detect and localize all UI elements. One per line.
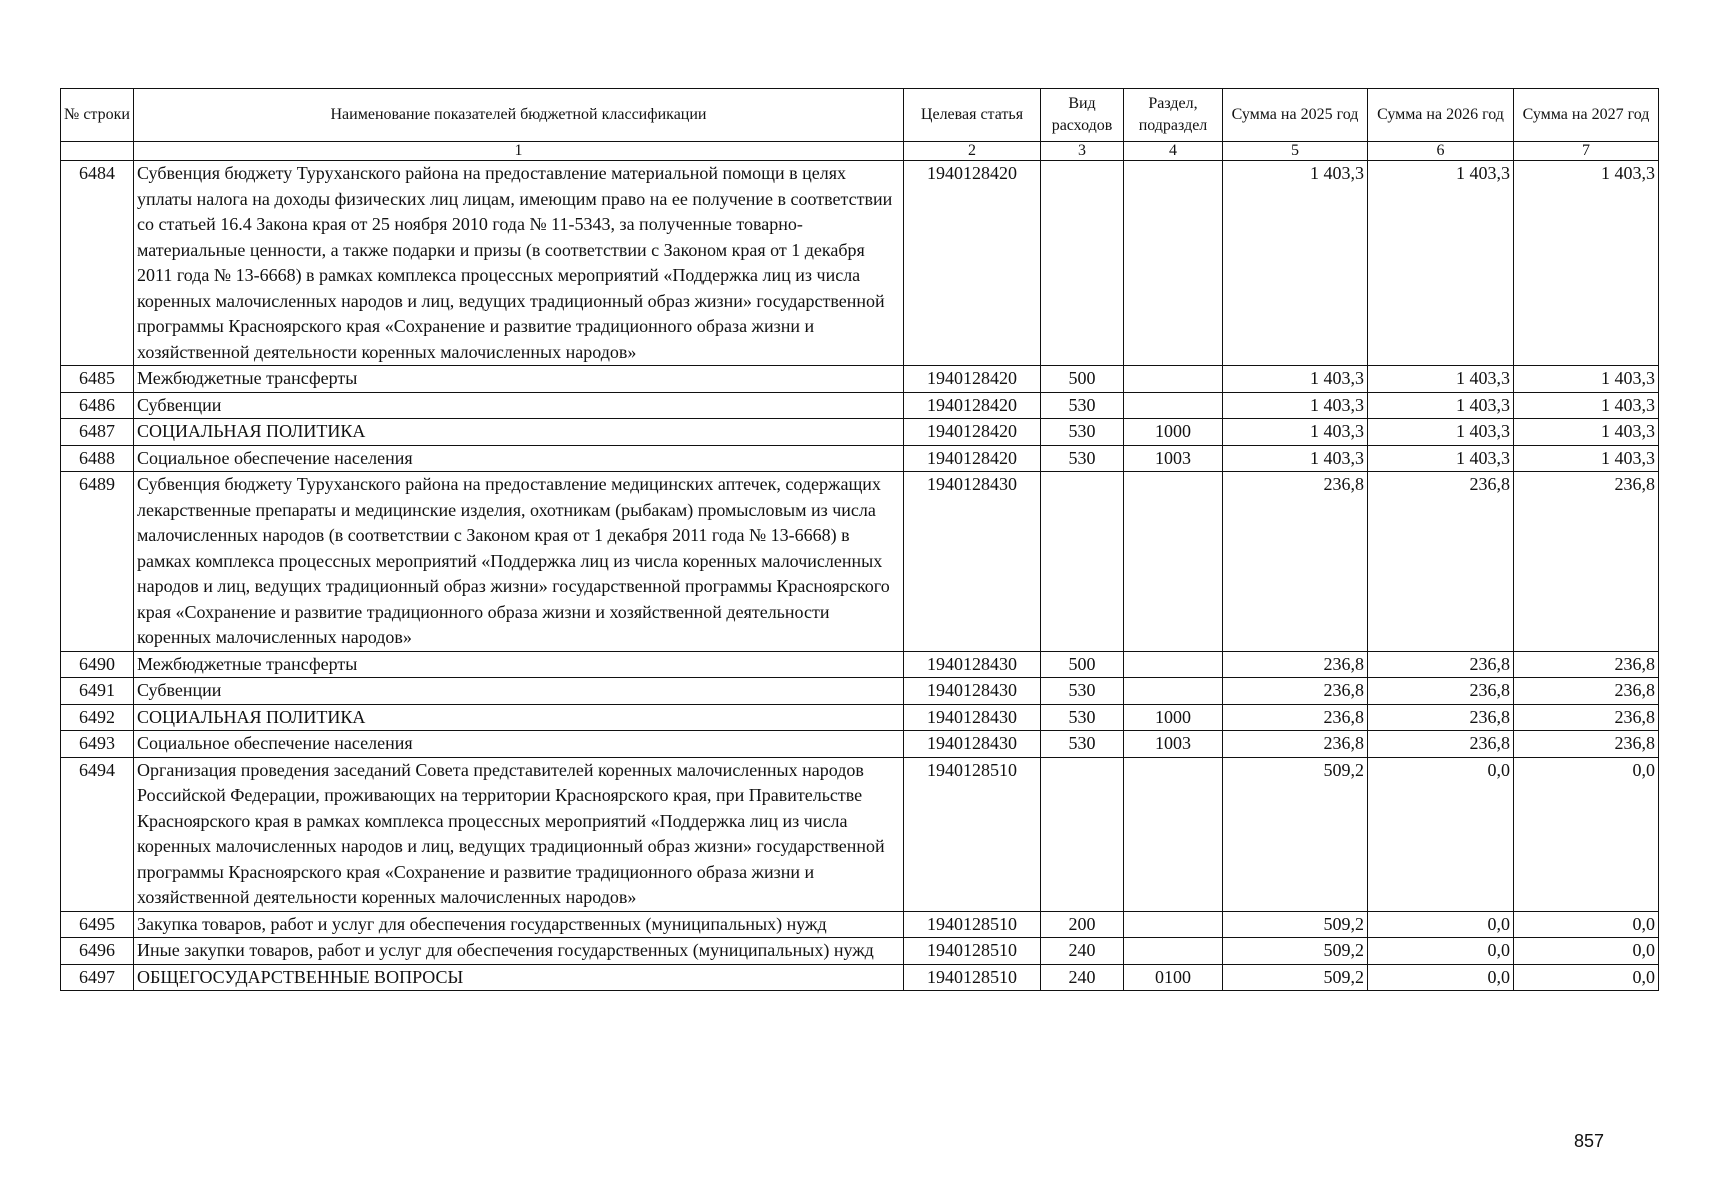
row-sum-2025: 509,2 [1223,757,1368,911]
table-row [61,445,1659,472]
row-name: СОЦИАЛЬНАЯ ПОЛИТИКА [134,419,904,446]
row-article: 1940128430 [904,472,1041,652]
row-sum-2025: 236,8 [1223,731,1368,758]
row-sum-2027: 0,0 [1514,964,1659,991]
row-sum-2026: 236,8 [1368,472,1514,652]
column-number: 2 [904,142,1041,161]
header-name: Наименование показателей бюджетной классификации [134,89,904,142]
header-vid: Вид расходов [1041,89,1124,142]
row-sum-2025: 1 403,3 [1223,366,1368,393]
row-article: 1940128510 [904,964,1041,991]
row-sum-2025: 1 403,3 [1223,419,1368,446]
row-sum-2026: 236,8 [1368,731,1514,758]
table-row [61,392,1659,419]
row-razdel: 1000 [1124,704,1223,731]
column-number-blank [61,142,134,161]
row-name: Закупка товаров, работ и услуг для обеспечения государственных (муниципальных) нужд [134,911,904,938]
row-number: 6496 [61,938,134,965]
row-vid [1041,161,1124,366]
row-article: 1940128420 [904,392,1041,419]
row-vid: 200 [1041,911,1124,938]
row-sum-2025: 236,8 [1223,651,1368,678]
row-article: 1940128430 [904,731,1041,758]
header-article: Целевая статья [904,89,1041,142]
row-article: 1940128420 [904,445,1041,472]
row-sum-2027: 236,8 [1514,731,1659,758]
row-sum-2025: 509,2 [1223,911,1368,938]
row-sum-2027: 1 403,3 [1514,161,1659,366]
row-article: 1940128430 [904,704,1041,731]
row-razdel [1124,472,1223,652]
table-row [61,731,1659,758]
table-row [61,938,1659,965]
row-sum-2027: 1 403,3 [1514,366,1659,393]
row-razdel [1124,757,1223,911]
row-number: 6495 [61,911,134,938]
row-sum-2025: 236,8 [1223,704,1368,731]
row-sum-2027: 0,0 [1514,757,1659,911]
row-razdel: 0100 [1124,964,1223,991]
row-razdel: 1003 [1124,445,1223,472]
row-razdel [1124,161,1223,366]
row-name: ОБЩЕГОСУДАРСТВЕННЫЕ ВОПРОСЫ [134,964,904,991]
row-sum-2027: 236,8 [1514,704,1659,731]
header-row [61,89,1659,142]
row-sum-2026: 0,0 [1368,757,1514,911]
row-sum-2027: 1 403,3 [1514,392,1659,419]
row-name: Субвенции [134,678,904,705]
row-vid: 240 [1041,964,1124,991]
row-name: Организация проведения заседаний Совета представителей коренных малочисленных народов Российской Федерации, проживающих на территории Красноярского края, при Правительстве Красноярского края в рамках комплекса процессных мероприятий «Поддержка лиц из числа коренных малочисленных народов и лиц, ведущих традиционный образ жизни» государственной программы Красноярского края «Сохранение и развитие традиционного образа жизни и хозяйственной деятельности коренных малочисленных народов» [134,757,904,911]
column-number-row [61,142,1659,161]
row-sum-2026: 1 403,3 [1368,366,1514,393]
header-sum-2025: Сумма на 2025 год [1223,89,1368,142]
row-number: 6490 [61,651,134,678]
row-sum-2026: 1 403,3 [1368,419,1514,446]
header-num: № строки [61,89,134,142]
row-name: Иные закупки товаров, работ и услуг для обеспечения государственных (муниципальных) нужд [134,938,904,965]
row-sum-2026: 1 403,3 [1368,392,1514,419]
row-number: 6485 [61,366,134,393]
row-vid [1041,757,1124,911]
row-number: 6486 [61,392,134,419]
row-article: 1940128430 [904,678,1041,705]
row-sum-2026: 1 403,3 [1368,445,1514,472]
row-razdel [1124,651,1223,678]
row-sum-2026: 236,8 [1368,651,1514,678]
row-vid [1041,472,1124,652]
row-number: 6484 [61,161,134,366]
row-sum-2026: 1 403,3 [1368,161,1514,366]
row-sum-2027: 1 403,3 [1514,419,1659,446]
row-article: 1940128510 [904,911,1041,938]
row-sum-2027: 236,8 [1514,678,1659,705]
row-sum-2026: 0,0 [1368,964,1514,991]
column-number: 3 [1041,142,1124,161]
row-sum-2027: 0,0 [1514,911,1659,938]
row-sum-2027: 236,8 [1514,651,1659,678]
row-sum-2026: 0,0 [1368,938,1514,965]
header-sum-2027: Сумма на 2027 год [1514,89,1659,142]
table-row [61,366,1659,393]
page-number: 857 [1574,1131,1605,1151]
row-vid: 240 [1041,938,1124,965]
row-name: Субвенции [134,392,904,419]
row-vid: 530 [1041,419,1124,446]
row-vid: 530 [1041,704,1124,731]
row-number: 6492 [61,704,134,731]
table-row [61,757,1659,911]
row-razdel [1124,911,1223,938]
row-razdel [1124,678,1223,705]
header-razdel: Раздел, подраздел [1124,89,1223,142]
column-number: 5 [1223,142,1368,161]
row-sum-2025: 509,2 [1223,938,1368,965]
row-article: 1940128420 [904,366,1041,393]
table-row [61,651,1659,678]
table-row [61,161,1659,366]
row-number: 6493 [61,731,134,758]
row-article: 1940128430 [904,651,1041,678]
row-number: 6489 [61,472,134,652]
row-vid: 530 [1041,678,1124,705]
table-row [61,419,1659,446]
row-sum-2025: 509,2 [1223,964,1368,991]
row-name: Социальное обеспечение населения [134,731,904,758]
table-row [61,472,1659,652]
header-sum-2026: Сумма на 2026 год [1368,89,1514,142]
row-sum-2025: 236,8 [1223,472,1368,652]
row-name: Субвенция бюджету Туруханского района на предоставление медицинских аптечек, содержащих лекарственные препараты и медицинские изделия, охотникам (рыбакам) промысловым из числа малочисленных народов (в соответствии с Законом края от 1 декабря 2011 года № 13-6668) в рамках комплекса процессных мероприятий «Поддержка лиц из числа коренных малочисленных народов и лиц, ведущих традиционный образ жизни» государственной программы Красноярского края «Сохранение и развитие традиционного образа жизни и хозяйственной деятельности коренных малочисленных народов» [134,472,904,652]
table-row [61,678,1659,705]
table-body [61,161,1659,991]
row-sum-2026: 236,8 [1368,704,1514,731]
row-razdel: 1000 [1124,419,1223,446]
row-number: 6497 [61,964,134,991]
row-vid: 530 [1041,445,1124,472]
row-vid: 530 [1041,731,1124,758]
row-sum-2025: 1 403,3 [1223,392,1368,419]
table-row [61,911,1659,938]
row-number: 6494 [61,757,134,911]
column-number: 1 [134,142,904,161]
row-article: 1940128420 [904,161,1041,366]
row-sum-2025: 236,8 [1223,678,1368,705]
table-row [61,964,1659,991]
row-article: 1940128510 [904,757,1041,911]
column-number: 7 [1514,142,1659,161]
row-sum-2025: 1 403,3 [1223,445,1368,472]
row-number: 6488 [61,445,134,472]
row-name: Межбюджетные трансферты [134,366,904,393]
column-number: 4 [1124,142,1223,161]
row-sum-2026: 0,0 [1368,911,1514,938]
row-razdel: 1003 [1124,731,1223,758]
row-sum-2027: 1 403,3 [1514,445,1659,472]
row-number: 6487 [61,419,134,446]
budget-table [60,88,1659,991]
column-number: 6 [1368,142,1514,161]
row-vid: 500 [1041,366,1124,393]
row-sum-2025: 1 403,3 [1223,161,1368,366]
row-name: Межбюджетные трансферты [134,651,904,678]
row-vid: 530 [1041,392,1124,419]
row-name: Социальное обеспечение населения [134,445,904,472]
row-name: СОЦИАЛЬНАЯ ПОЛИТИКА [134,704,904,731]
row-number: 6491 [61,678,134,705]
row-sum-2026: 236,8 [1368,678,1514,705]
row-article: 1940128420 [904,419,1041,446]
row-sum-2027: 236,8 [1514,472,1659,652]
row-razdel [1124,938,1223,965]
row-vid: 500 [1041,651,1124,678]
row-razdel [1124,392,1223,419]
row-name: Субвенция бюджету Туруханского района на предоставление материальной помощи в целях уплаты налога на доходы физических лиц лицам, имеющим право на ее получение в соответствии со статьей 16.4 Закона края от 25 ноября 2010 года № 11-5343, за полученные товарно-материальные ценности, а также подарки и призы (в соответствии с Законом края от 1 декабря 2011 года № 13-6668) в рамках комплекса процессных мероприятий «Поддержка лиц из числа коренных малочисленных народов и лиц, ведущих традиционный образ жизни» государственной программы Красноярского края «Сохранение и развитие традиционного образа жизни и хозяйственной деятельности коренных малочисленных народов» [134,161,904,366]
table-row [61,704,1659,731]
row-razdel [1124,366,1223,393]
row-article: 1940128510 [904,938,1041,965]
row-sum-2027: 0,0 [1514,938,1659,965]
